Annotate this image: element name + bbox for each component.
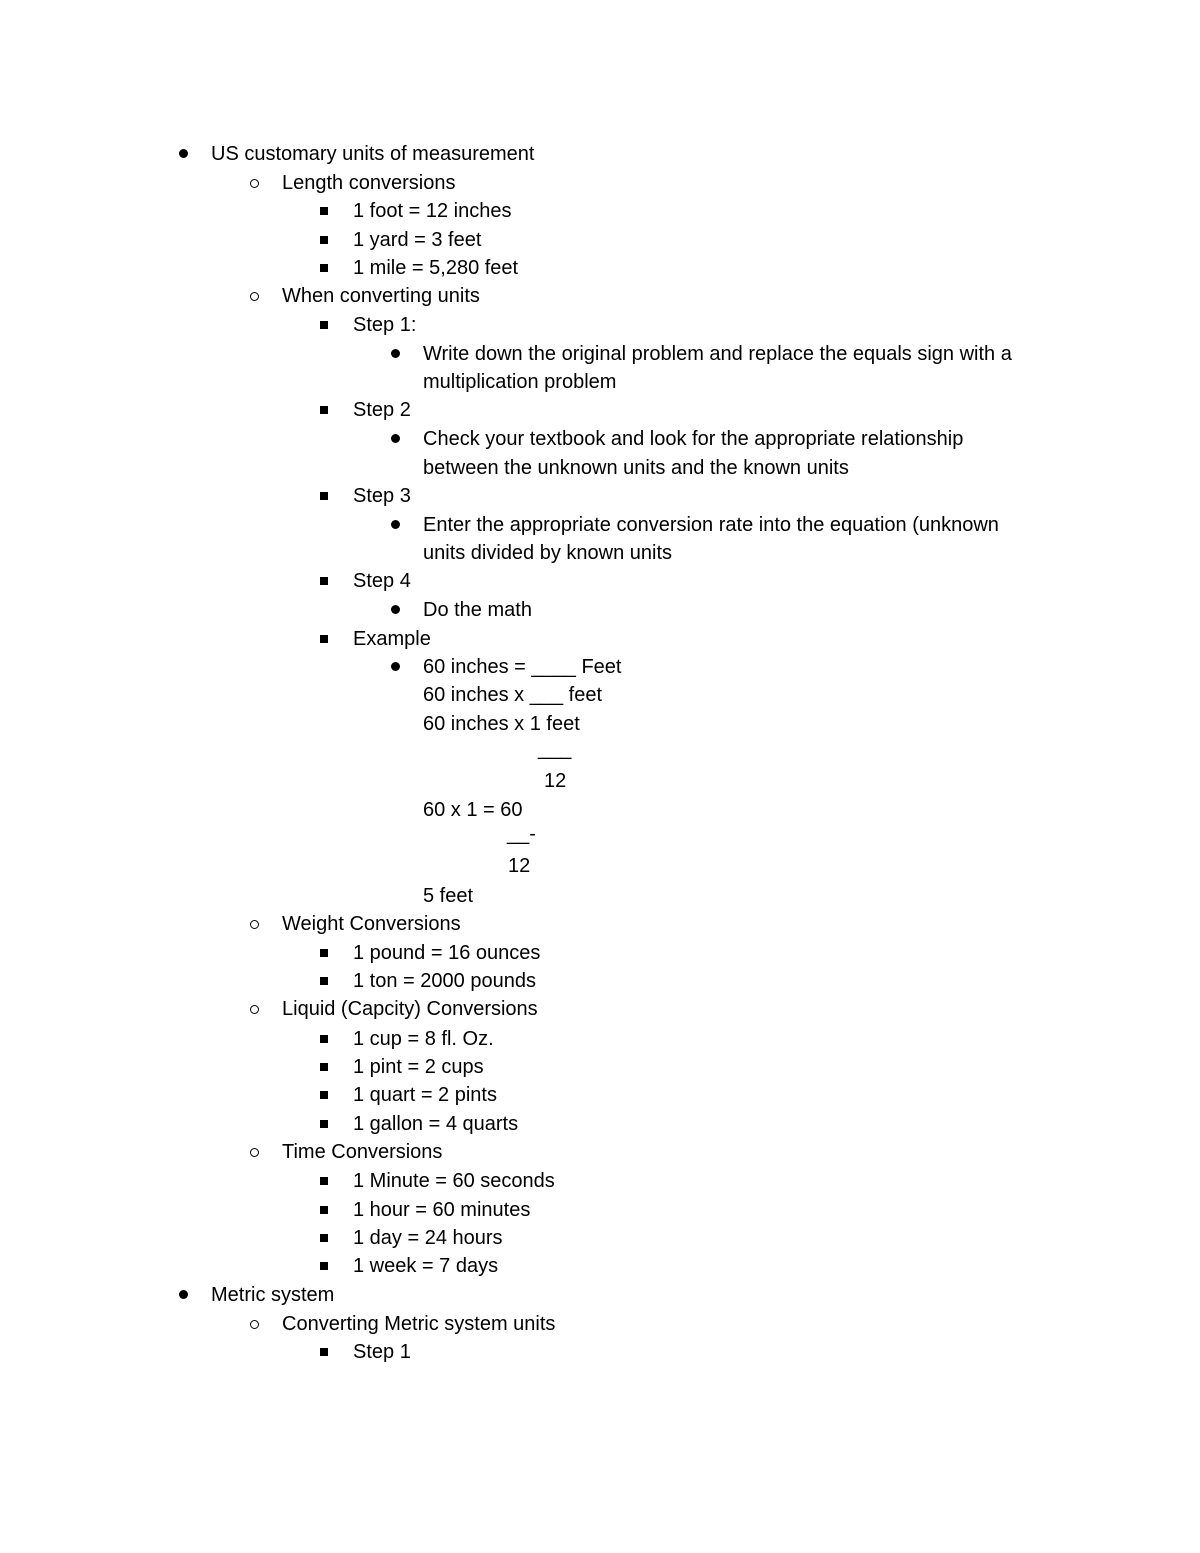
list-item-text: 1 foot = 12 inches	[353, 200, 512, 222]
square-bullet-icon	[320, 396, 334, 424]
list-item-text: 1 ton = 2000 pounds	[353, 970, 536, 992]
step-description: Do the math	[423, 599, 532, 621]
subsection-heading: When converting units	[282, 285, 480, 307]
step-description: Write down the original problem and replace the equals sign with a	[423, 343, 1012, 365]
subsection-heading: Time Conversions	[282, 1141, 443, 1163]
example-line: __-	[507, 823, 536, 845]
list-item-text: 1 mile = 5,280 feet	[353, 257, 519, 279]
list-item-text: 1 quart = 2 pints	[353, 1084, 497, 1106]
filled-bullet-icon	[391, 340, 405, 368]
step-description: Enter the appropriate conversion rate into the equation (unknown	[423, 514, 999, 536]
example-line: ___	[538, 738, 572, 760]
square-bullet-icon	[320, 1338, 334, 1366]
square-bullet-icon	[320, 1025, 334, 1053]
filled-bullet-icon	[179, 1281, 193, 1309]
subsection-heading: Weight Conversions	[282, 913, 461, 935]
hollow-bullet-icon	[250, 169, 264, 197]
subsection-heading: Length conversions	[282, 172, 456, 194]
square-bullet-icon	[320, 567, 334, 595]
list-item-text: 1 yard = 3 feet	[353, 229, 482, 251]
hollow-bullet-icon	[250, 910, 264, 938]
hollow-bullet-icon	[250, 1138, 264, 1166]
list-item-text: 1 Minute = 60 seconds	[353, 1170, 555, 1192]
example-line: 12	[544, 770, 567, 792]
example-line: 60 inches x ___ feet	[423, 684, 603, 706]
list-item-text: 1 cup = 8 fl. Oz.	[353, 1028, 494, 1050]
example-line: 60 inches x 1 feet	[423, 713, 580, 735]
step-description: between the unknown units and the known units	[423, 457, 849, 479]
filled-bullet-icon	[391, 511, 405, 539]
step-description: multiplication problem	[423, 371, 617, 393]
square-bullet-icon	[320, 1167, 334, 1195]
step-label: Step 1:	[353, 314, 417, 336]
step-label: Step 3	[353, 485, 411, 507]
section-heading: Metric system	[211, 1284, 335, 1306]
subsection-heading: Liquid (Capcity) Conversions	[282, 998, 538, 1020]
step-label: Step 1	[353, 1341, 411, 1363]
square-bullet-icon	[320, 311, 334, 339]
hollow-bullet-icon	[250, 995, 264, 1023]
list-item-text: 1 week = 7 days	[353, 1255, 499, 1277]
list-item-text: 1 day = 24 hours	[353, 1227, 503, 1249]
square-bullet-icon	[320, 197, 334, 225]
step-description: Check your textbook and look for the appropriate relationship	[423, 428, 964, 450]
square-bullet-icon	[320, 1224, 334, 1252]
step-label: Step 4	[353, 570, 411, 592]
square-bullet-icon	[320, 482, 334, 510]
subsection-heading: Converting Metric system units	[282, 1313, 556, 1335]
square-bullet-icon	[320, 1053, 334, 1081]
list-item-text: 1 hour = 60 minutes	[353, 1199, 531, 1221]
list-item-text: 1 pound = 16 ounces	[353, 942, 541, 964]
example-line: 60 inches = ____ Feet	[423, 656, 622, 678]
square-bullet-icon	[320, 254, 334, 282]
example-line: 60 x 1 = 60	[423, 799, 523, 821]
filled-bullet-icon	[391, 653, 405, 681]
hollow-bullet-icon	[250, 1310, 264, 1338]
step-label: Example	[353, 628, 431, 650]
filled-bullet-icon	[179, 140, 193, 168]
step-description: units divided by known units	[423, 542, 673, 564]
list-item-text: 1 gallon = 4 quarts	[353, 1113, 519, 1135]
square-bullet-icon	[320, 939, 334, 967]
section-heading: US customary units of measurement	[211, 143, 535, 165]
square-bullet-icon	[320, 1081, 334, 1109]
example-line: 5 feet	[423, 885, 474, 907]
square-bullet-icon	[320, 226, 334, 254]
square-bullet-icon	[320, 1110, 334, 1138]
square-bullet-icon	[320, 625, 334, 653]
list-item-text: 1 pint = 2 cups	[353, 1056, 484, 1078]
step-label: Step 2	[353, 399, 411, 421]
example-line: 12	[508, 855, 531, 877]
filled-bullet-icon	[391, 425, 405, 453]
square-bullet-icon	[320, 1252, 334, 1280]
square-bullet-icon	[320, 967, 334, 995]
hollow-bullet-icon	[250, 282, 264, 310]
filled-bullet-icon	[391, 596, 405, 624]
square-bullet-icon	[320, 1196, 334, 1224]
